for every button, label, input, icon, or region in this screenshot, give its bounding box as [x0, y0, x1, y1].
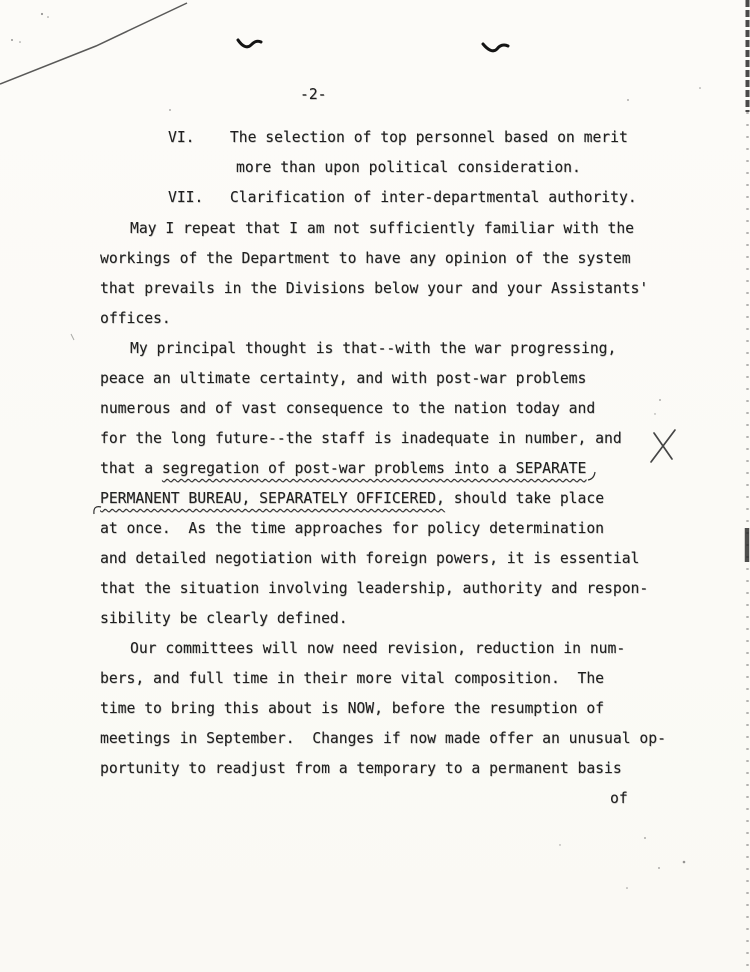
text-line [130, 342, 616, 357]
text-line [100, 462, 586, 477]
scan-edge-line [747, 0, 748, 970]
text-line [168, 191, 637, 206]
text-line [130, 222, 634, 237]
text-line [100, 492, 604, 507]
text-segment: My principal thought is that--with the war progressing, [130, 340, 617, 357]
text-line [100, 252, 631, 267]
text-line [100, 282, 648, 297]
text-line [130, 642, 625, 657]
text-line [100, 312, 171, 327]
text-segment: workings of the Department to have any opinion of the system [100, 250, 631, 267]
text-segment: that prevails in the Divisions below your and your Assistants' [100, 280, 649, 297]
x-pencil-mark [651, 430, 675, 462]
underline-hook-left [94, 507, 101, 514]
text-line [100, 732, 666, 747]
text-segment: VII. Clarification of inter-departmental authority. [168, 189, 637, 206]
text-segment: more than upon political consideration. [236, 159, 581, 176]
text-line [100, 372, 586, 387]
text-line [100, 552, 639, 567]
text-line [100, 522, 604, 537]
text-segment: time to bring this about is NOW, before the resumption of [100, 700, 605, 717]
text-segment: should take place [444, 490, 605, 507]
text-segment: VI. The selection of top personnel based on merit [168, 129, 628, 146]
text-line [610, 792, 628, 807]
text-segment: peace an ultimate certainty, and with post-war problems [100, 370, 587, 387]
text-line [100, 762, 622, 777]
text-line [100, 582, 648, 597]
text-line [168, 131, 628, 146]
hand-underlined-text: PERMANENT BUREAU, SEPARATELY OFFICERED, [100, 490, 445, 507]
diagonal-pencil-line [0, 3, 187, 84]
text-line [100, 612, 348, 627]
text-segment: bers, and full time in their more vital composition. The [100, 670, 605, 687]
text-segment: meetings in September. Changes if now made offer an unusual op- [100, 730, 666, 747]
text-segment: for the long future--the staff is inadequate in number, and [100, 430, 622, 447]
text-segment: sibility be clearly defined. [100, 610, 348, 627]
text-segment: of [610, 790, 628, 807]
check-mark-left [238, 40, 261, 47]
text-line [236, 161, 581, 176]
text-segment: offices. [100, 310, 171, 327]
text-segment: and detailed negotiation with foreign powers, it is essential [100, 550, 640, 567]
hand-underlined-text: segregation of post-war problems into a SEPARATE [161, 460, 587, 477]
text-line [100, 702, 604, 717]
text-line [100, 672, 604, 687]
text-line [100, 432, 622, 447]
text-line [100, 402, 595, 417]
page-number: -2- [300, 86, 327, 103]
check-mark-right [483, 44, 508, 51]
underline-hook-right [588, 472, 595, 480]
text-segment: portunity to readjust from a temporary to a permanent basis [100, 760, 622, 777]
text-segment: at once. As the time approaches for policy determination [100, 520, 605, 537]
text-segment: May I repeat that I am not sufficiently familiar with the [130, 220, 635, 237]
text-segment: that a [100, 460, 162, 477]
text-segment: that the situation involving leadership, authority and respon- [100, 580, 649, 597]
text-segment: numerous and of vast consequence to the nation today and [100, 400, 596, 417]
text-segment: Our committees will now need revision, reduction in num- [130, 640, 626, 657]
